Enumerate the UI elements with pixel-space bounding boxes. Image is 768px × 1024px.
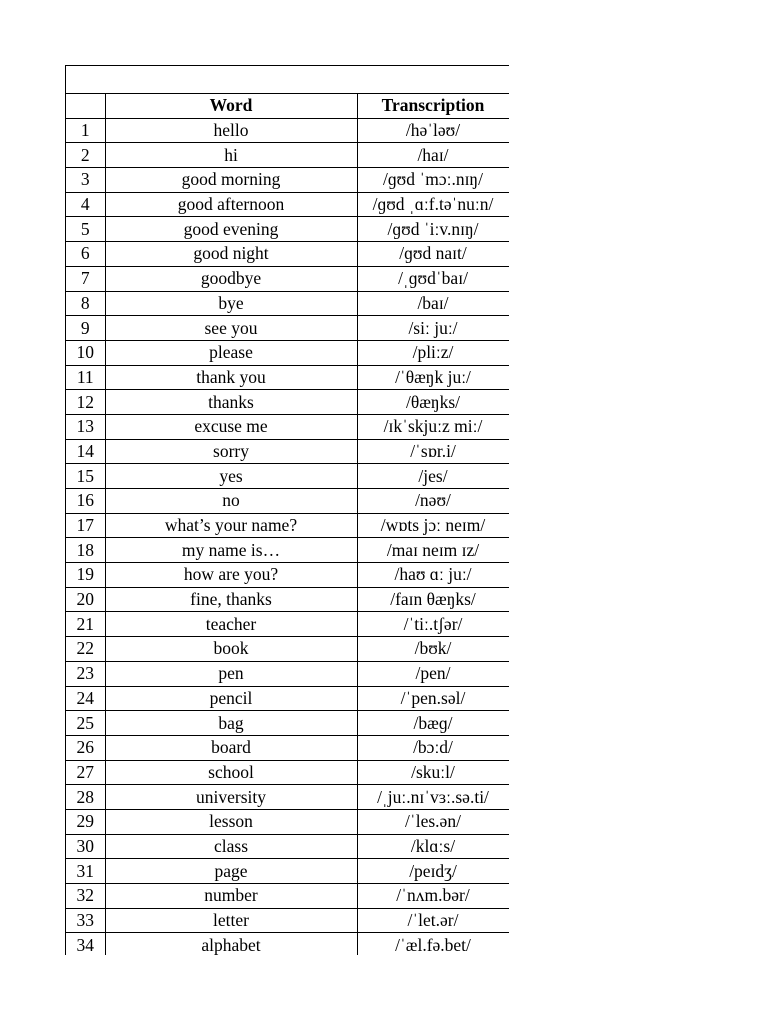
number-column-header (66, 94, 105, 118)
table-row (66, 365, 509, 390)
table-title-row (66, 66, 509, 94)
row-number-cell: 3 (66, 168, 105, 193)
transcription-cell: /ɡʊd naɪt/ (357, 242, 509, 267)
row-number-cell: 21 (66, 612, 105, 637)
word-cell: lesson (105, 809, 357, 834)
table-row (66, 168, 509, 193)
word-cell: number (105, 884, 357, 909)
table-row (66, 464, 509, 489)
transcription-cell: /wɒts jɔː neɪm/ (357, 513, 509, 538)
table-header-row (66, 94, 509, 118)
word-cell: pencil (105, 686, 357, 711)
word-cell: alphabet (105, 933, 357, 955)
row-number-cell: 17 (66, 513, 105, 538)
row-number-cell: 30 (66, 834, 105, 859)
table-row (66, 538, 509, 563)
word-cell: how are you? (105, 563, 357, 588)
transcription-cell: /nəʊ/ (357, 489, 509, 514)
word-cell: good night (105, 242, 357, 267)
row-number-cell: 5 (66, 217, 105, 242)
word-column-header: Word (105, 94, 357, 118)
transcription-cell: /maɪ neɪm ɪz/ (357, 538, 509, 563)
table-row (66, 711, 509, 736)
row-number-cell: 31 (66, 859, 105, 884)
transcription-cell: /haʊ ɑː juː/ (357, 563, 509, 588)
word-cell: bag (105, 711, 357, 736)
table-row (66, 884, 509, 909)
table-row (66, 118, 509, 143)
row-number-cell: 1 (66, 118, 105, 143)
transcription-cell: /ˈtiː.tʃər/ (357, 612, 509, 637)
table-row (66, 933, 509, 955)
transcription-cell: /ˈnʌm.bər/ (357, 884, 509, 909)
transcription-cell: /ˈsɒr.i/ (357, 439, 509, 464)
word-cell: thanks (105, 390, 357, 415)
transcription-cell: /skuːl/ (357, 760, 509, 785)
vocabulary-table-frame (65, 65, 509, 955)
row-number-cell: 34 (66, 933, 105, 955)
transcription-cell: /ɡʊd ˈiːv.nɪŋ/ (357, 217, 509, 242)
word-cell: teacher (105, 612, 357, 637)
transcription-cell: /ˈpen.səl/ (357, 686, 509, 711)
word-cell: what’s your name? (105, 513, 357, 538)
row-number-cell: 18 (66, 538, 105, 563)
word-cell: page (105, 859, 357, 884)
transcription-cell: /ˈθæŋk juː/ (357, 365, 509, 390)
transcription-column-header: Transcription (357, 94, 509, 118)
row-number-cell: 11 (66, 365, 105, 390)
vocabulary-sheet (65, 65, 509, 955)
word-cell: sorry (105, 439, 357, 464)
row-number-cell: 9 (66, 316, 105, 341)
word-cell: hello (105, 118, 357, 143)
transcription-cell: /həˈləʊ/ (357, 118, 509, 143)
table-row (66, 192, 509, 217)
row-number-cell: 4 (66, 192, 105, 217)
table-row (66, 217, 509, 242)
row-number-cell: 13 (66, 414, 105, 439)
transcription-cell: /klɑːs/ (357, 834, 509, 859)
word-cell: yes (105, 464, 357, 489)
word-cell: see you (105, 316, 357, 341)
row-number-cell: 33 (66, 908, 105, 933)
word-cell: class (105, 834, 357, 859)
row-number-cell: 22 (66, 637, 105, 662)
table-row (66, 316, 509, 341)
row-number-cell: 8 (66, 291, 105, 316)
table-row (66, 266, 509, 291)
table-row (66, 908, 509, 933)
word-cell: good morning (105, 168, 357, 193)
word-cell: good afternoon (105, 192, 357, 217)
transcription-cell: /peɪdʒ/ (357, 859, 509, 884)
transcription-cell: /bʊk/ (357, 637, 509, 662)
table-row (66, 735, 509, 760)
vocabulary-table (66, 94, 509, 955)
table-row (66, 439, 509, 464)
word-cell: bye (105, 291, 357, 316)
transcription-cell: /ˈles.ən/ (357, 809, 509, 834)
word-cell: fine, thanks (105, 587, 357, 612)
table-row (66, 760, 509, 785)
table-row (66, 587, 509, 612)
table-row (66, 563, 509, 588)
table-row (66, 390, 509, 415)
row-number-cell: 19 (66, 563, 105, 588)
row-number-cell: 28 (66, 785, 105, 810)
word-cell: excuse me (105, 414, 357, 439)
transcription-cell: /siː juː/ (357, 316, 509, 341)
row-number-cell: 25 (66, 711, 105, 736)
row-number-cell: 7 (66, 266, 105, 291)
word-cell: pen (105, 661, 357, 686)
table-row (66, 809, 509, 834)
word-cell: hi (105, 143, 357, 168)
word-cell: good evening (105, 217, 357, 242)
transcription-cell: /pliːz/ (357, 340, 509, 365)
word-cell: board (105, 735, 357, 760)
table-row (66, 489, 509, 514)
word-cell: university (105, 785, 357, 810)
row-number-cell: 27 (66, 760, 105, 785)
transcription-cell: /faɪn θæŋks/ (357, 587, 509, 612)
word-cell: school (105, 760, 357, 785)
table-row (66, 242, 509, 267)
table-row (66, 637, 509, 662)
row-number-cell: 24 (66, 686, 105, 711)
row-number-cell: 6 (66, 242, 105, 267)
word-cell: thank you (105, 365, 357, 390)
transcription-cell: /ɪkˈskjuːz miː/ (357, 414, 509, 439)
table-row (66, 291, 509, 316)
word-cell: book (105, 637, 357, 662)
table-row (66, 785, 509, 810)
transcription-cell: /ˌɡʊdˈbaɪ/ (357, 266, 509, 291)
table-row (66, 686, 509, 711)
row-number-cell: 23 (66, 661, 105, 686)
transcription-cell: /haɪ/ (357, 143, 509, 168)
transcription-cell: /ˌjuː.nɪˈvɜː.sə.ti/ (357, 785, 509, 810)
row-number-cell: 10 (66, 340, 105, 365)
row-number-cell: 14 (66, 439, 105, 464)
word-cell: please (105, 340, 357, 365)
table-row (66, 859, 509, 884)
table-row (66, 340, 509, 365)
row-number-cell: 15 (66, 464, 105, 489)
table-row (66, 143, 509, 168)
transcription-cell: /jes/ (357, 464, 509, 489)
transcription-cell: /ɡʊd ˈmɔː.nɪŋ/ (357, 168, 509, 193)
table-row (66, 414, 509, 439)
table-row (66, 661, 509, 686)
transcription-cell: /pen/ (357, 661, 509, 686)
row-number-cell: 12 (66, 390, 105, 415)
word-cell: goodbye (105, 266, 357, 291)
transcription-cell: /bɔːd/ (357, 735, 509, 760)
row-number-cell: 2 (66, 143, 105, 168)
transcription-cell: /ˈlet.ər/ (357, 908, 509, 933)
transcription-cell: /baɪ/ (357, 291, 509, 316)
table-body (66, 118, 509, 955)
transcription-cell: /ˈæl.fə.bet/ (357, 933, 509, 955)
row-number-cell: 26 (66, 735, 105, 760)
row-number-cell: 16 (66, 489, 105, 514)
table-row (66, 612, 509, 637)
word-cell: no (105, 489, 357, 514)
row-number-cell: 29 (66, 809, 105, 834)
transcription-cell: /bæɡ/ (357, 711, 509, 736)
transcription-cell: /ɡʊd ˌɑːf.təˈnuːn/ (357, 192, 509, 217)
table-row (66, 513, 509, 538)
row-number-cell: 32 (66, 884, 105, 909)
word-cell: letter (105, 908, 357, 933)
word-cell: my name is… (105, 538, 357, 563)
row-number-cell: 20 (66, 587, 105, 612)
table-row (66, 834, 509, 859)
transcription-cell: /θæŋks/ (357, 390, 509, 415)
